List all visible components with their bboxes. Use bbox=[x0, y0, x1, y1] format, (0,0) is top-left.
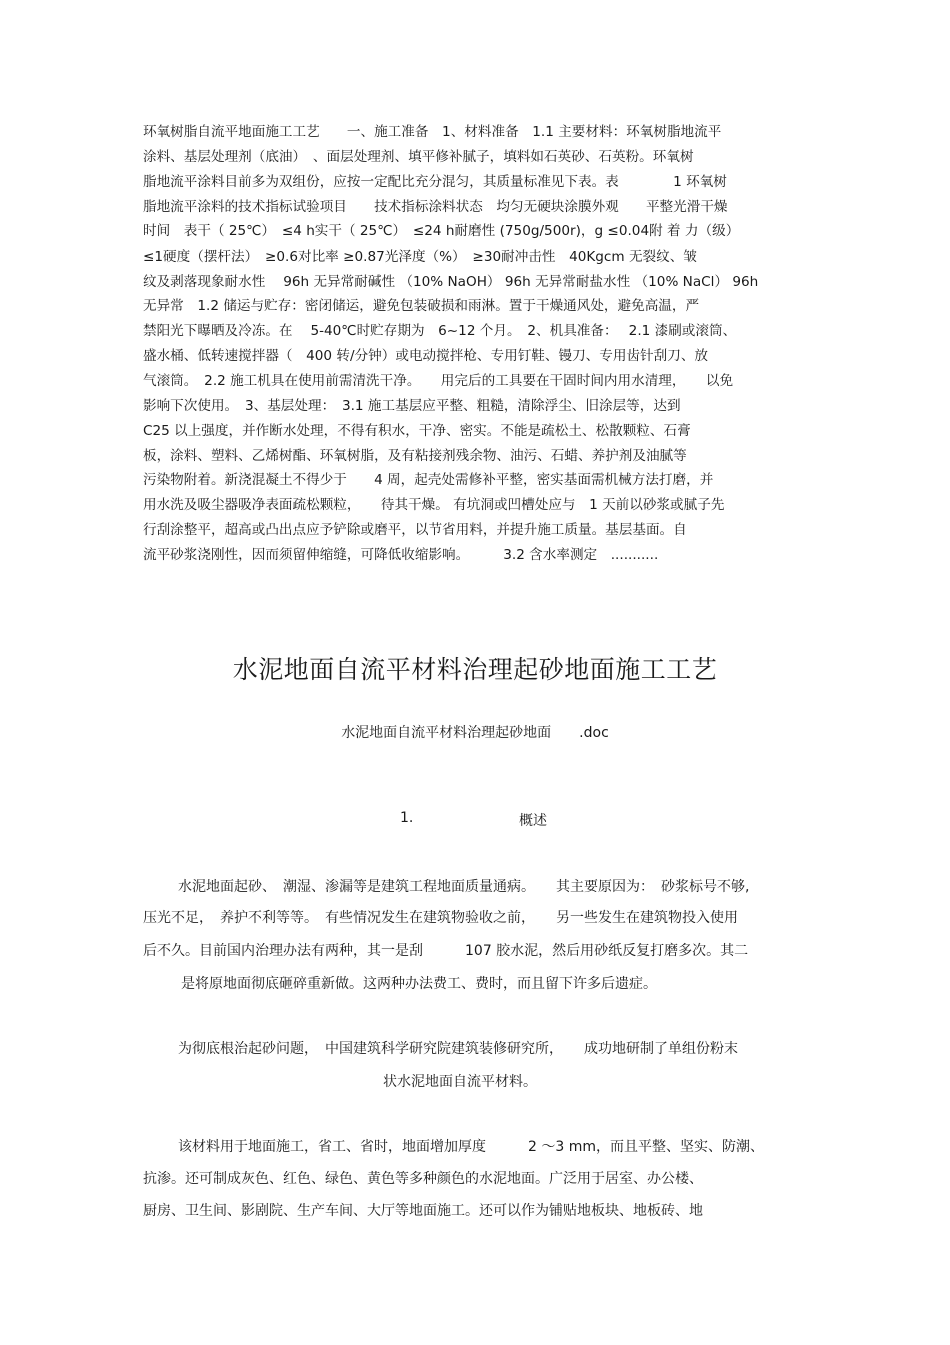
intro-line: 脂地流平涂料目前多为双组份，应按一定配比充分混匀，其质量标准见下表。表 1 环氧树 bbox=[143, 174, 727, 190]
section-title: 概述 bbox=[519, 813, 547, 829]
intro-line: 污染物附着。新浇混凝土不得少于 4 周，起壳处需修补平整，密实基面需机械方法打磨，并 bbox=[143, 472, 714, 488]
paragraph-line: 后不久。目前国内治理办法有两种，其一是刮 107 胶水泥，然后用砂纸反复打磨多次。其二 bbox=[143, 943, 749, 959]
intro-line: 板，涂料、塑料、乙烯树酯、环氧树脂，及有粘接剂残余物、油污、石蜡、养护剂及油腻等 bbox=[143, 448, 687, 464]
paragraph-line: 该材料用于地面施工，省工、省时，地面增加厚度 2 ～3 mm，而且平整、坚实、防潮、 bbox=[178, 1139, 764, 1155]
intro-line: 脂地流平涂料的技术指标试验项目 技术指标涂料状态 均匀无硬块涂膜外观 平整光滑干燥 bbox=[143, 199, 728, 215]
intro-line: 行刮涂整平，超高或凸出点应予铲除或磨平，以节省用料，并提升施工质量。基层基面。自 bbox=[143, 522, 687, 538]
paragraph-line: 水泥地面起砂、 潮湿、渗漏等是建筑工程地面质量通病。 其主要原因为： 砂浆标号不够, bbox=[178, 879, 750, 895]
intro-line: 流平砂浆浇刚性，因而须留伸缩缝，可降低收缩影响。 3.2 含水率测定 ........... bbox=[143, 547, 659, 563]
intro-line: C25 以上强度，并作断水处理，不得有积水，干净、密实。不能是疏松土、松散颗粒、石膏 bbox=[143, 423, 691, 439]
intro-line: 盛水桶、低转速搅拌器（ 400 转/分钟）或电动搅拌枪、专用钉鞋、镘刀、专用齿针刮刀、放 bbox=[143, 348, 709, 364]
intro-line: ≤1硬度（摆杆法） ≥0.6对比率 ≥0.87光泽度（%） ≥30耐冲击性 40Kgcm 无裂纹、皱 bbox=[143, 249, 697, 265]
paragraph-line: 状水泥地面自流平材料。 bbox=[383, 1074, 537, 1090]
document-filename: 水泥地面自流平材料治理起砂地面 .doc bbox=[341, 725, 609, 741]
intro-line: 气滚筒。 2.2 施工机具在使用前需清洗干净。 用完后的工具要在干固时间内用水清理， 以免 bbox=[143, 373, 734, 389]
paragraph-line: 抗渗。还可制成灰色、红色、绿色、黄色等多种颜色的水泥地面。广泛用于居室、办公楼、 bbox=[143, 1171, 703, 1187]
intro-line: 无异常 1.2 储运与贮存：密闭储运，避免包装破损和雨淋。置于干燥通风处，避免高温，严 bbox=[143, 298, 700, 314]
intro-line: 纹及剥落现象耐水性 96h 无异常耐碱性 （10% NaOH） 96h 无异常耐盐水性 （10% NaCl） 96h bbox=[143, 274, 759, 290]
paragraph-line: 厨房、卫生间、影剧院、生产车间、大厅等地面施工。还可以作为铺贴地板块、地板砖、地 bbox=[143, 1203, 703, 1219]
intro-line: 时间 表干（ 25℃） ≤4 h实干（ 25℃） ≤24 h耐磨性 (750g/500r)，g ≤0.04附 着 力（级） bbox=[143, 223, 740, 239]
intro-line: 环氧树脂自流平地面施工工艺 一、施工准备 1、材料准备 1.1 主要材料：环氧树脂地流平 bbox=[143, 124, 722, 140]
intro-line: 禁阳光下曝晒及冷冻。在 5-40℃时贮存期为 6~12 个月。 2、机具准备： 2.1 漆刷或滚筒、 bbox=[143, 323, 737, 339]
paragraph-line: 是将原地面彻底砸碎重新做。这两种办法费工、费时，而且留下许多后遗症。 bbox=[181, 976, 657, 992]
intro-line: 影响下次使用。 3、基层处理： 3.1 施工基层应平整、粗糙，清除浮尘、旧涂层等，达到 bbox=[143, 398, 681, 414]
section-number: 1. bbox=[400, 810, 414, 826]
intro-line: 涂料、基层处理剂（底油） 、面层处理剂、填平修补腻子，填料如石英砂、石英粉。环氧树 bbox=[143, 149, 694, 165]
paragraph-line: 为彻底根治起砂问题， 中国建筑科学研究院建筑装修研究所， 成功地研制了单组份粉末 bbox=[178, 1041, 738, 1057]
intro-line: 用水洗及吸尘器吸净表面疏松颗粒， 待其干燥。 有坑洞或凹槽处应与 1 天前以砂浆或腻子先 bbox=[143, 497, 725, 513]
document-title: 水泥地面自流平材料治理起砂地面施工工艺 bbox=[232, 655, 718, 684]
paragraph-line: 压光不足， 养护不利等等。 有些情况发生在建筑物验收之前， 另一些发生在建筑物投入使用 bbox=[143, 910, 738, 926]
